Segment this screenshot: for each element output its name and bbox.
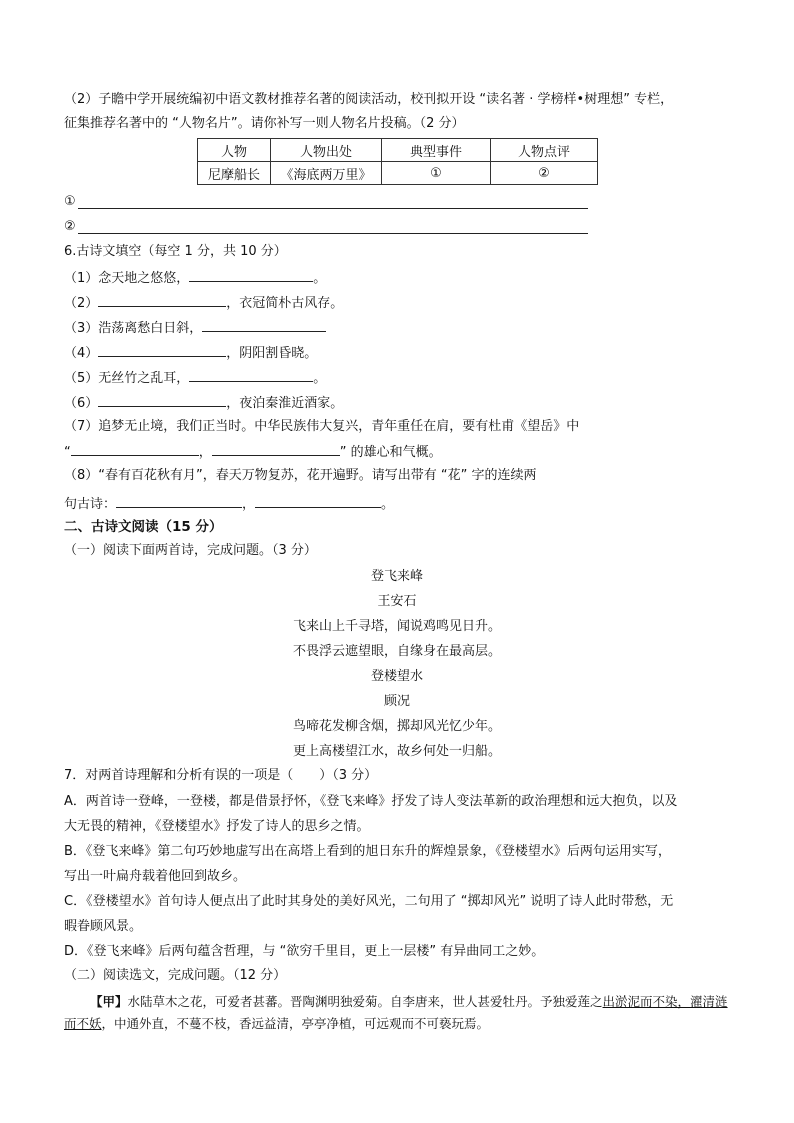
q6-item-4 (64, 343, 317, 363)
q7-option-c-line1: C．《登楼望水》首句诗人便点出了此时其身处的美好风光，二句用了 “掷却风光” 说明了诗人此时带愁，无 (64, 894, 674, 909)
item-text: ， (242, 497, 256, 512)
poem1-author: 王安石 (377, 594, 417, 609)
table-header-cell: 人物出处 (271, 139, 382, 162)
table-cell: 《海底两万里》 (271, 162, 382, 185)
q2-line2: 征集推荐名著中的 “人物名片”。请你补写一则人物名片投稿。（2 分） (64, 116, 465, 131)
q6-item-3 (64, 318, 326, 338)
q6-title: 6.古诗文填空（每空 1 分，共 10 分） (64, 244, 287, 259)
subsection-1-title: （一）阅读下面两首诗，完成问题。（3 分） (64, 543, 317, 558)
item-text: ，衣冠简朴古风存。 (226, 296, 344, 311)
fill-blank[interactable] (189, 268, 313, 282)
q6-item-8-line2 (64, 494, 394, 514)
table-header-cell: 人物 (198, 139, 271, 162)
item-text: 。 (381, 497, 395, 512)
table-cell: ① (382, 162, 491, 185)
passage-text: 水陆草木之花，可爱者甚蕃。晋陶渊明独爱菊。自李唐来，世人甚爱牡丹。予独爱莲之 (127, 994, 603, 1009)
item-text: ，阴阳割昏晓。 (226, 346, 318, 361)
poem1-line: 飞来山上千寻塔，闻说鸡鸣见日升。 (292, 619, 501, 634)
fill-blank[interactable] (71, 442, 199, 456)
item-text: （4） (64, 346, 99, 361)
fill-blank[interactable] (189, 368, 313, 382)
item-text: 。 (313, 371, 327, 386)
answer-marker-2: ② (64, 219, 76, 234)
passage-text: ，中通外直，不蔓不枝，香远益清，亭亭净植，可远观而不可亵玩焉。 (101, 1016, 490, 1031)
fill-blank[interactable] (255, 494, 381, 508)
item-text: （3）浩荡离愁白日斜， (64, 321, 203, 336)
passage-label: 【甲】 (90, 994, 128, 1009)
q6-item-6 (64, 393, 343, 413)
item-text: （2） (64, 296, 99, 311)
character-card-table (197, 138, 598, 185)
poem2-line: 鸟啼花发柳含烟，掷却风光忆少年。 (292, 719, 501, 734)
q6-item-7-line1: （7）追梦无止境，我们正当时。中华民族伟大复兴，青年重任在肩，要有杜甫《望岳》中 (64, 419, 580, 434)
q7-option-b-line2: 写出一叶扁舟载着他回到故乡。 (64, 869, 247, 884)
item-text: （5）无丝竹之乱耳， (64, 371, 190, 386)
fill-blank[interactable] (202, 318, 326, 332)
q7-option-b-line1: B．《登飞来峰》第二句巧妙地虚写出在高塔上看到的旭日东升的辉煌景象，《登楼望水》后两句运用实写， (64, 844, 671, 859)
item-text: ” 的雄心和气概。 (339, 445, 442, 460)
passage-jia (64, 991, 732, 1035)
item-text: （1）念天地之悠悠， (64, 271, 190, 286)
fill-blank[interactable] (98, 343, 226, 357)
passage-underlined: 不染，濯清涟而不妖 (64, 994, 728, 1031)
table-header-cell: 人物点评 (491, 139, 598, 162)
subsection-2-title: （二）阅读选文，完成问题。（12 分） (64, 968, 287, 983)
fill-blank[interactable] (212, 442, 340, 456)
item-text: （6） (64, 396, 99, 411)
table-cell: 尼摩船长 (198, 162, 271, 185)
quote-open: “ (64, 445, 71, 460)
q6-item-2 (64, 293, 343, 313)
poem2-line: 更上高楼望江水，故乡何处一归船。 (292, 744, 501, 759)
table-cell: ② (491, 162, 598, 185)
q7-option-c-line2: 暇眷顾风景。 (64, 919, 143, 934)
table-header-cell: 典型事件 (382, 139, 491, 162)
q6-item-1 (64, 268, 326, 288)
q7-option-a-line2: 大无畏的精神，《登楼望水》抒发了诗人的思乡之情。 (64, 819, 370, 834)
fill-blank[interactable] (98, 293, 226, 307)
fill-blank[interactable] (116, 494, 242, 508)
q7-stem: 7．对两首诗理解和分析有误的一项是（ ）（3 分） (64, 768, 378, 783)
fill-blank[interactable] (98, 393, 226, 407)
answer-marker-1: ① (64, 194, 76, 209)
item-text: ，夜泊秦淮近酒家。 (226, 396, 344, 411)
poem1-title: 登飞来峰 (370, 569, 423, 584)
poem2-title: 登楼望水 (370, 669, 423, 684)
q6-item-8-line1: （8）“春有百花秋有月”，春天万物复苏，花开遍野。请写出带有 “花” 字的连续两 (64, 468, 537, 483)
poem1-line: 不畏浮云遮望眼，自缘身在最高层。 (292, 644, 501, 659)
q7-option-a-line1: A．两首诗一登峰，一登楼，都是借景抒怀，《登飞来峰》抒发了诗人变法革新的政治理想和远大抱负，以及 (64, 794, 678, 809)
q7-option-d: D．《登飞来峰》后两句蕴含哲理，与 “欲穷千里目，更上一层楼” 有异曲同工之妙。 (64, 944, 545, 959)
table-header-row (198, 139, 598, 162)
answer-line-2[interactable] (78, 219, 588, 234)
section-heading: 二、古诗文阅读（15 分） (64, 519, 223, 535)
q2-line1: （2）子瞻中学开展统编初中语文教材推荐名著的阅读活动，校刊拟开设 “读名著 · 学榜样•树理想” 专栏， (64, 92, 674, 107)
poem2-author: 顾况 (383, 694, 410, 709)
q6-item-5 (64, 368, 326, 388)
passage-underlined: 出淤泥而 (602, 994, 653, 1009)
item-text: 句古诗： (64, 497, 117, 512)
item-text: ， (198, 445, 212, 460)
table-row (198, 162, 598, 185)
q6-item-7-line2 (64, 442, 442, 462)
item-text: 。 (313, 271, 327, 286)
answer-line-1[interactable] (78, 194, 588, 209)
